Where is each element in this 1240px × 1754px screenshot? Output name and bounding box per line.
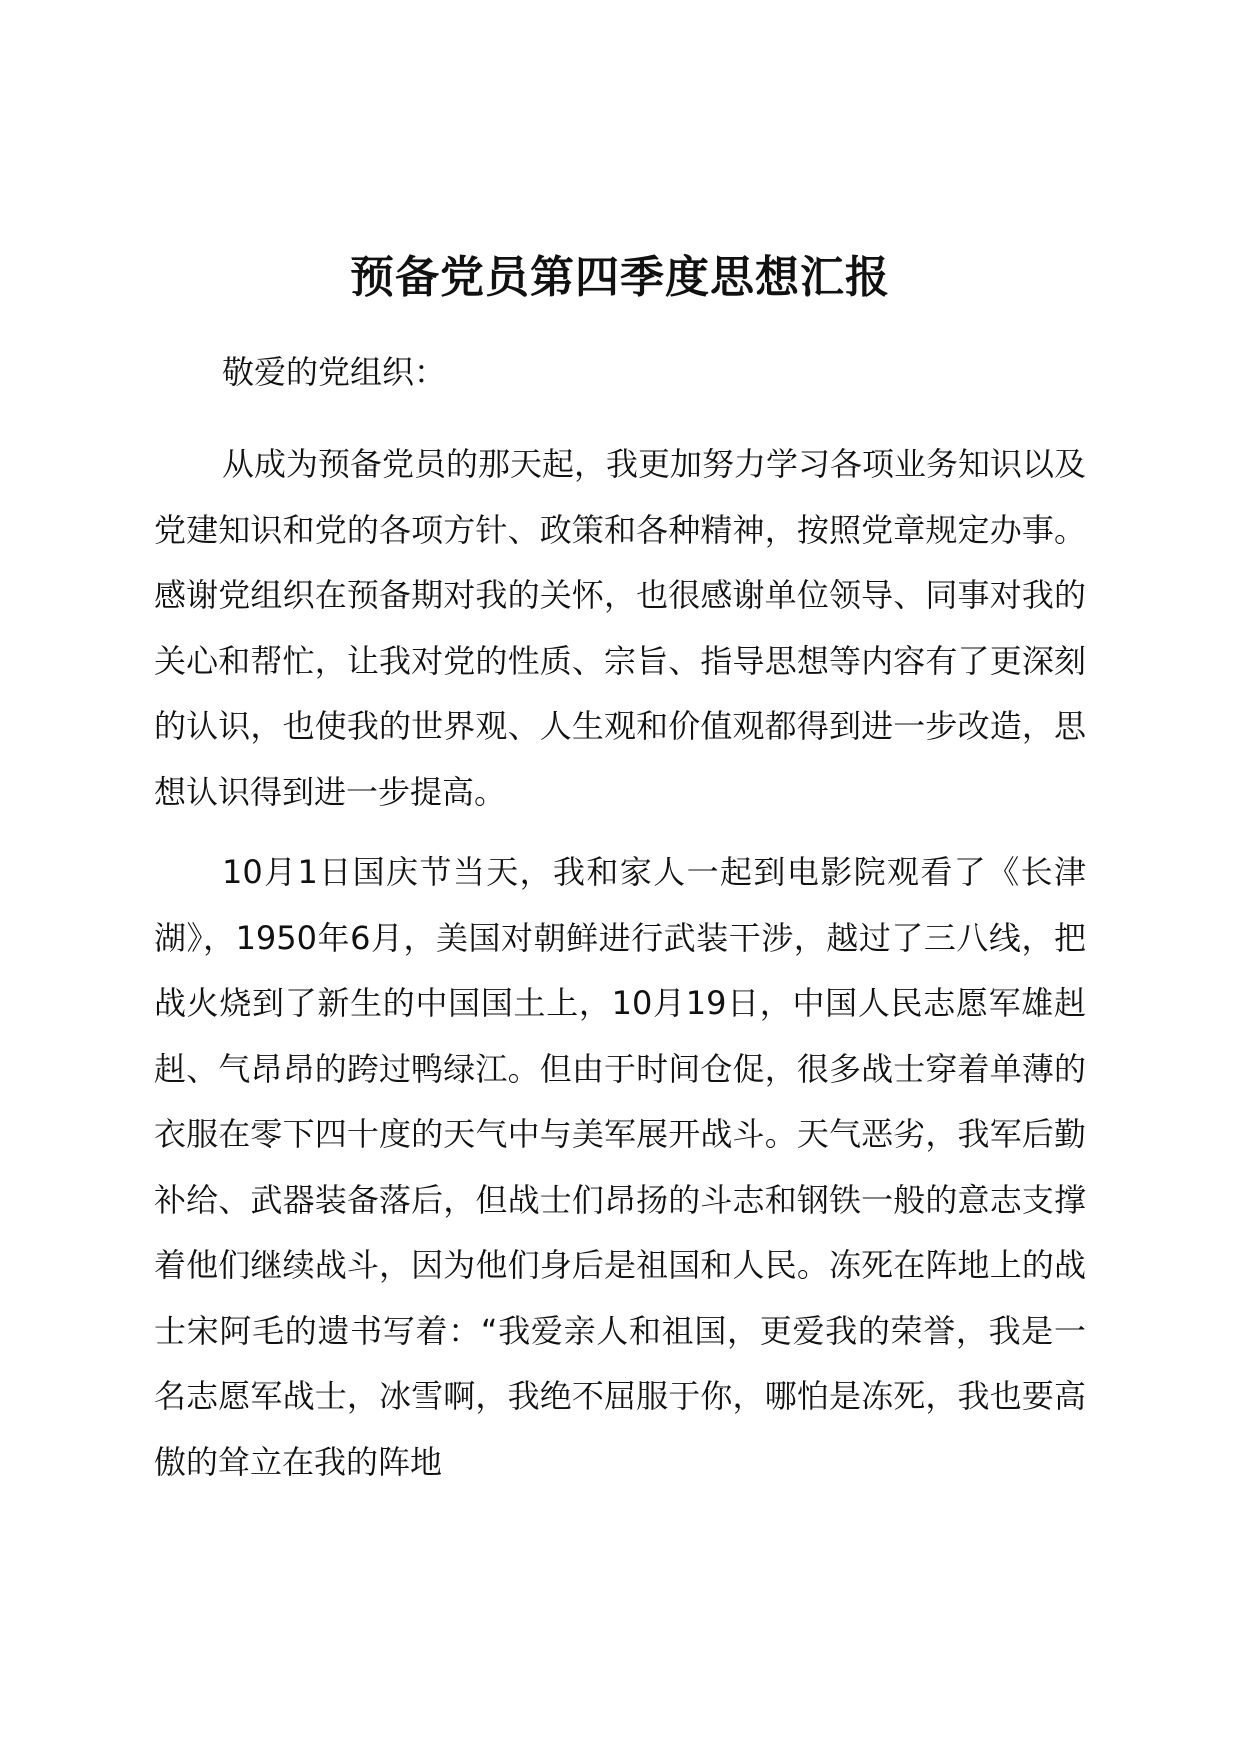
document-title: 预备党员第四季度思想汇报: [350, 252, 890, 303]
salutation: 敬爱的党组织：: [222, 353, 447, 391]
paragraph-1: 从成为预备党员的那天起，我更加努力学习各项业务知识以及党建知识和党的各项方针、政策和各种精神，按照党章规定办事。感谢党组织在预备期对我的关怀，也很感谢单位领导、同事对我的关心和帮忙，让我对党的性质、宗旨、指导思想等内容有了更深刻的认识，也使我的世界观、人生观和价值观都得到进一步改造，思想认识得到进一步提高。: [154, 445, 1087, 811]
paragraph-2: 10月1日国庆节当天，我和家人一起到电影院观看了《长津湖》，1950年6月，美国对朝鲜进行武装干涉，越过了三八线，把战火烧到了新生的中国国土上，10月19日，中国人民志愿军雄赳赳、气昂昂的跨过鸭绿江。但由于时间仓促，很多战士穿着单薄的衣服在零下四十度的天气中与美军展开战斗。天气恶劣，我军后勤补给、武器装备落后，但战士们昂扬的斗志和钢铁一般的意志支撑着他们继续战斗，因为他们身后是祖国和人民。冻死在阵地上的战士宋阿毛的遗书写着：“我爱亲人和祖国，更爱我的荣誉，我是一名志愿军战士，冰雪啊，我绝不屈服于你，哪怕是冻死，我也要高傲的耸立在我的阵地: [154, 853, 1086, 1481]
